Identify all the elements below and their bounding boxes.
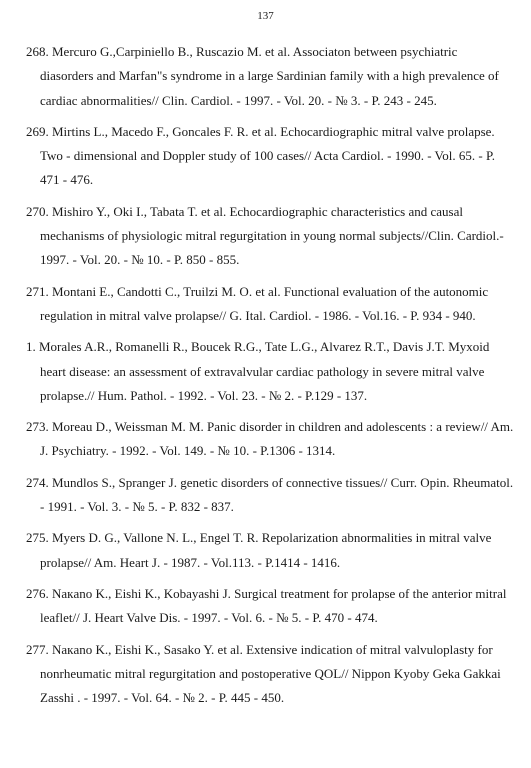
reference-item: 274. Mundlos S., Spranger J. genetic disorders of connective tissues// Curr. Opin. Rheumatol. - 1991. - Vol. 3. - № 5. - P. 832 - 837. <box>26 474 514 515</box>
reference-list <box>26 40 514 717</box>
reference-item: 270. Mishiro Y., Oki I., Tabata T. et al. Echocardiographic characteristics and causal mechanisms of physiologic mitral regurgitation in young normal subjects//Clin. Cardiol.- 1997. - Vol. 20. - № 10. - P. 850 - 855. <box>26 203 504 268</box>
reference-item: 271. Montani E., Candotti C., Truilzi M. O. et al. Functional evaluation of the autonomic regulation in mitral valve prolapse// G. Ital. Cardiol. - 1986. - Vol.16. - P. 934 - 940. <box>26 283 489 323</box>
reference-item: 275. Myers D. G., Vallone N. L., Engel T. R. Repolarization abnormalities in mitral valve prolapse// Am. Heart J. - 1987. - Vol.113. - P.1414 - 1416. <box>26 530 492 570</box>
reference-item: 277. Nакano K., Eishi K., Sasako Y. et al. Extensive indication of mitral valvuloplasty for nonrheumatic mitral regurgitation and postoperative QOL// Nippon Kyoby Geka Gakkai Zasshi . - 1997. - Vol. 64. - № 2. - P. 445 - 450. <box>26 641 501 706</box>
reference-item: 273. Moreau D., Weissman M. M. Panic disorder in children and adolescents : a review// Am. J. Psychiatry. - 1992. - Vol. 149. - № 10. - P.1306 - 1314. <box>26 419 514 459</box>
reference-item: 268. Mercuro G.,Carpiniello B., Ruscazio M. et al. Associaton between psychiatric diasorders and Marfan"s syndrome in a large Sardinian family with a high prevalence of cardiac abnormalities// Clin. Cardiol. - 1997. - Vol. 20. - № 3. - P. 243 - 245. <box>26 44 499 108</box>
reference-item: 269. Mirtins L., Macedo F., Goncales F. R. et al. Echocardiographic mitral valve prolapse. Two - dimensional and Doppler study of 100 cases// Acta Cardiol. - 1990. - Vol. 65. - P. 471 - 476. <box>26 123 495 188</box>
page-number: 137 <box>257 10 274 22</box>
reference-item: 276. Nакano K., Eishi K., Kobayashi J. Surgical treatment for prolapse of the anterior mitral leaflet// J. Heart Valve Dis. - 1997. - Vol. 6. - № 5. - P. 470 - 474. <box>26 585 507 626</box>
reference-item: 1. Morales A.R., Romanelli R., Boucek R.G., Tate L.G., Alvarez R.T., Davis J.T. Myxoid heart disease: an assessment of extravalvular cardiac pathology in severe mitral valve prolapse.// Hum. Pathol. - 1992. - Vol. 23. - № 2. - P.129 - 137. <box>26 339 490 403</box>
